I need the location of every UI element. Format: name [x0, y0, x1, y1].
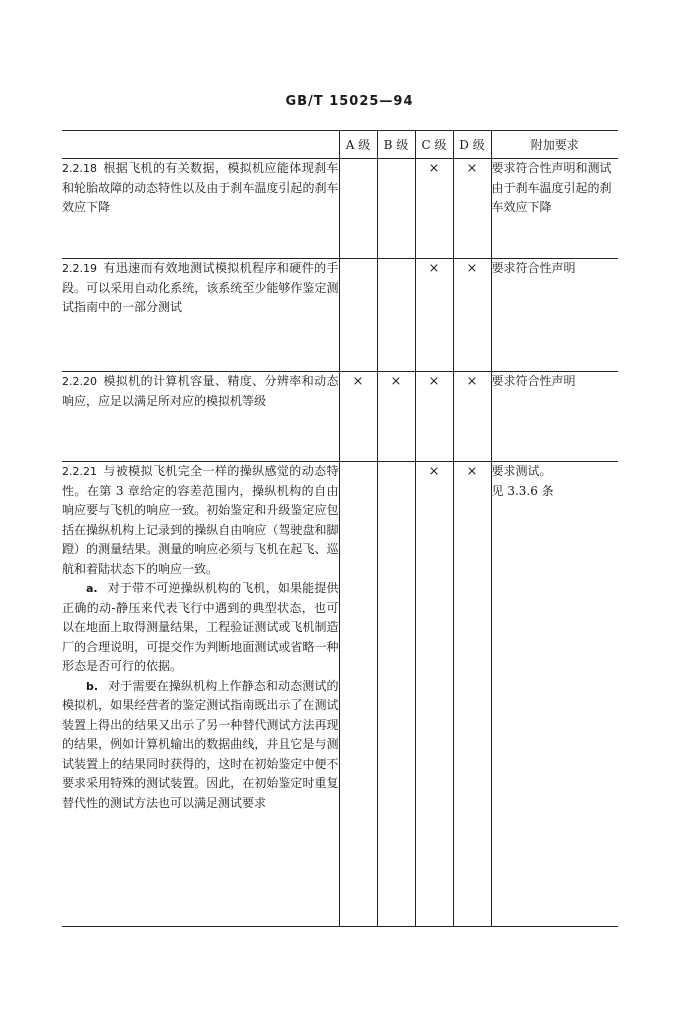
- col-header-level-b: B 级: [377, 131, 415, 159]
- level-a-mark: [339, 159, 377, 259]
- table-row: [62, 372, 618, 462]
- sub-item-label: a.: [86, 582, 98, 595]
- level-c-mark: ×: [415, 372, 453, 462]
- additional-text: 见 3.3.6 条: [491, 483, 554, 498]
- additional-requirement: [491, 259, 618, 372]
- table-row: [62, 259, 618, 372]
- additional-requirement: [491, 159, 618, 259]
- sub-item: [62, 677, 339, 814]
- requirement-cell: [62, 259, 339, 372]
- col-header-level-c: C 级: [415, 131, 453, 159]
- clause-number: 2.2.20: [62, 375, 97, 388]
- level-b-mark: ×: [377, 372, 415, 462]
- table-row: [62, 462, 618, 927]
- table-header-row: [62, 131, 618, 159]
- sub-item: [62, 579, 339, 677]
- col-header-requirement: [62, 131, 339, 159]
- level-b-mark: [377, 259, 415, 372]
- level-a-mark: ×: [339, 372, 377, 462]
- sub-item-label: b.: [86, 679, 99, 693]
- requirement-text: 有迅速而有效地测试模拟机程序和硬件的手段。可以采用自动化系统，该系统至少能够作鉴定测试指南中的一部分测试: [62, 261, 339, 314]
- table-row: [62, 159, 618, 259]
- standard-number-header: GB/T 15025—94: [285, 94, 414, 109]
- additional-requirement: [491, 372, 618, 462]
- level-b-mark: [377, 462, 415, 927]
- level-d-mark: ×: [453, 259, 491, 372]
- level-d-mark: ×: [453, 372, 491, 462]
- requirement-text: 模拟机的计算机容量、精度、分辨率和动态响应，应足以满足所对应的模拟机等级: [62, 374, 339, 408]
- level-d-mark: ×: [453, 462, 491, 927]
- additional-requirement: [491, 462, 618, 927]
- sub-item-text: 对于需要在操纵机构上作静态和动态测试的模拟机，如果经营者的鉴定测试指南既出示了在测试装置上得出的结果又出示了另一种替代测试方法再现的结果，例如计算机输出的数据曲线，并且它是与测试装置上的结果同时获得的，这时在初始鉴定中便不要求采用特殊的测试装置。因此，在初始鉴定时重复替代性的测试方法也可以满足测试要求: [62, 678, 339, 810]
- level-a-mark: [339, 259, 377, 372]
- additional-text: 要求符合性声明: [491, 261, 576, 275]
- col-header-additional: 附加要求: [491, 131, 618, 159]
- col-header-level-a: A 级: [339, 131, 377, 159]
- level-c-mark: ×: [415, 462, 453, 927]
- level-c-mark: ×: [415, 259, 453, 372]
- clause-number: 2.2.19: [62, 262, 97, 275]
- clause-number: 2.2.21: [62, 465, 97, 478]
- additional-text: 要求符合性声明: [491, 374, 576, 388]
- col-header-level-d: D 级: [453, 131, 491, 159]
- clause-number: 2.2.18: [62, 162, 97, 175]
- requirement-text: 与被模拟飞机完全一样的操纵感觉的动态特性。在第 3 章给定的容差范围内，操纵机构的自由响应要与飞机的响应一致。初始鉴定和升级鉴定应包括在操纵机构上记录到的操纵自由响应（驾驶盘和脚蹬）的测量结果。测量的响应必须与飞机在起飞、巡航和着陆状态下的响应一致。: [62, 464, 339, 576]
- requirement-cell: [62, 159, 339, 259]
- level-d-mark: ×: [453, 159, 491, 259]
- requirements-table: [62, 130, 618, 927]
- level-c-mark: ×: [415, 159, 453, 259]
- level-a-mark: [339, 462, 377, 927]
- sub-item-text: 对于带不可逆操纵机构的飞机，如果能提供正确的动-静压来代表飞行中遇到的典型状态，也可以在地面上取得测量结果，工程验证测试或飞机制造厂的合理说明，可提交作为判断地面测试或省略一种形态是否可行的依据。: [62, 581, 339, 673]
- requirement-cell: [62, 462, 339, 927]
- additional-text: 要求符合性声明和测试由于刹车温度引起的刹车效应下降: [491, 161, 612, 214]
- additional-text: 要求测试。: [491, 464, 552, 478]
- requirement-cell: [62, 372, 339, 462]
- requirement-text: 根据飞机的有关数据，模拟机应能体现刹车和轮胎故障的动态特性以及由于刹车温度引起的刹车效应下降: [62, 161, 339, 214]
- level-b-mark: [377, 159, 415, 259]
